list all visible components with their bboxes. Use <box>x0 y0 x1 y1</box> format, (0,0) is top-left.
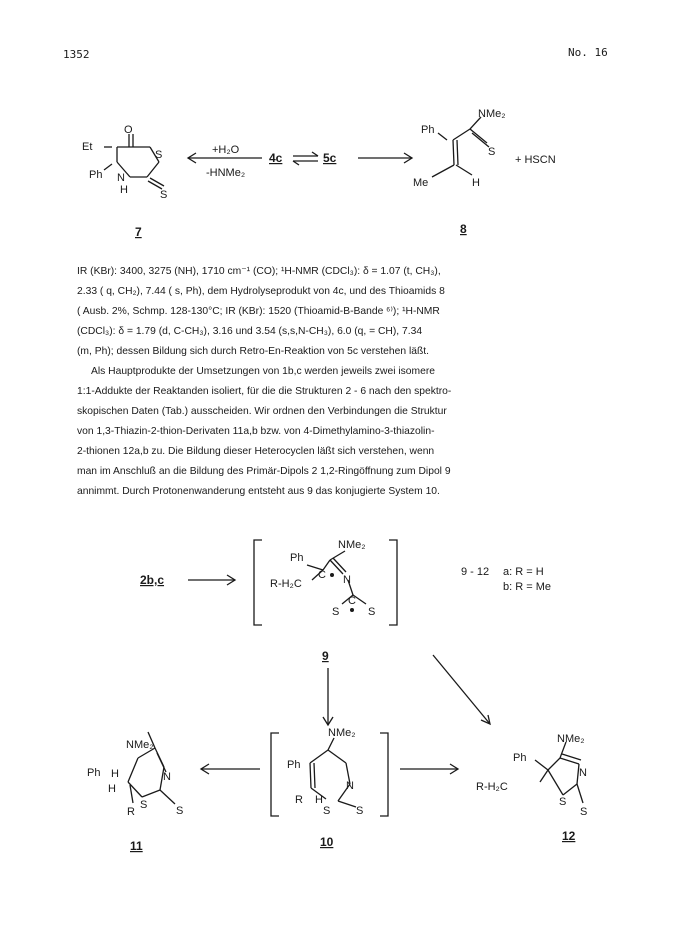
radical-dot <box>330 573 334 577</box>
atom-h: H <box>472 177 480 189</box>
compound-label-8: 8 <box>460 222 467 236</box>
compound-label-9: 9 <box>322 649 329 663</box>
text-line: ( Ausb. 2%, Schmp. 128-130°C; IR (KBr): 1520 (Thioamid-B-Bande ⁶⁾); ¹H-NMR <box>77 306 440 317</box>
scheme-2 <box>0 520 680 920</box>
atom-n: N <box>579 767 587 779</box>
text-line: skopischen Daten (Tab.) ausscheiden. Wir ordnen den Verbindungen die Struktur <box>77 406 447 417</box>
atom-c: C <box>318 569 326 581</box>
atom-n: N <box>343 574 351 586</box>
text-line: man im Anschluß an die Bildung des Primär-Dipols 2 1,2-Ringöffnung zum Dipol 9 <box>77 466 451 477</box>
compound-label-12: 12 <box>562 829 576 843</box>
atom-s: S <box>559 796 567 808</box>
paragraph-spectral-data <box>77 262 617 362</box>
atom-rh2c: R-H₂C <box>270 578 302 590</box>
atom-et: Et <box>82 141 93 153</box>
atom-h: H <box>108 783 116 795</box>
text-line: von 1,3-Thiazin-2-thion-Derivaten 11a,b bzw. von 4-Dimethylamino-3-thiazolin- <box>77 426 435 437</box>
atom-r: R <box>295 794 303 806</box>
text-line: Als Hauptprodukte der Umsetzungen von 1b,c werden jeweils zwei isomere <box>91 366 435 377</box>
atom-ph: Ph <box>290 552 304 564</box>
atom-nme2: NMe₂ <box>126 739 154 751</box>
charge-dot <box>350 608 354 612</box>
atom-r: R <box>127 806 135 818</box>
reagent-hnme2: -HNMe₂ <box>206 167 246 179</box>
atom-s: S <box>176 805 184 817</box>
atom-nme2: NMe₂ <box>338 539 366 551</box>
atom-s: S <box>580 806 588 818</box>
compound-ref-5c: 5c <box>323 151 337 165</box>
atom-ph: Ph <box>287 759 301 771</box>
legend-b: b: R = Me <box>503 581 551 593</box>
atom-s: S <box>323 805 331 817</box>
atom-s: S <box>160 189 168 201</box>
atom-nme2: NMe₂ <box>557 733 585 745</box>
atom-nme2: NMe₂ <box>478 108 506 120</box>
compound-12 <box>476 733 587 843</box>
atom-s: S <box>332 606 340 618</box>
text-line: annimmt. Durch Protonenwanderung entsteht aus 9 das konjugierte System 10. <box>77 486 440 497</box>
atom-ph: Ph <box>513 752 527 764</box>
text-line: 2-thionen 12a,b zu. Die Bildung dieser Heterocyclen läßt sich verstehen, wenn <box>77 446 435 457</box>
text-line: (CDCl₃): δ = 1.79 (d, C-CH₃), 3.16 und 3.54 (s,s,N-CH₃), 6.0 (q, = CH), 7.34 <box>77 326 423 337</box>
legend-a: a: R = H <box>503 566 544 578</box>
atom-s: S <box>356 805 364 817</box>
text-line: 2.33 ( q, CH₂), 7.44 ( s, Ph), dem Hydrolyseprodukt von 4c, und des Thioamids 8 <box>77 286 445 297</box>
text-line: IR (KBr): 3400, 3275 (NH), 1710 cm⁻¹ (CO); ¹H-NMR (CDCl₃): δ = 1.07 (t, CH₃), <box>77 266 441 277</box>
paragraph-discussion <box>77 362 617 502</box>
issue-number: No. 16 <box>568 46 608 59</box>
legend-range: 9 - 12 <box>461 566 490 578</box>
atom-ph: Ph <box>87 767 101 779</box>
atom-c: C <box>348 595 356 607</box>
atom-ph: Ph <box>89 169 103 181</box>
atom-rh2c: R-H₂C <box>476 781 508 793</box>
atom-h: H <box>315 794 323 806</box>
atom-ph: Ph <box>421 124 435 136</box>
compound-10 <box>287 727 363 849</box>
compound-ref-4c: 4c <box>269 151 283 165</box>
scheme-1 <box>0 0 680 250</box>
atom-n: N <box>117 172 125 184</box>
atom-h: H <box>120 184 128 196</box>
compound-11 <box>87 732 183 853</box>
atom-o: O <box>124 124 133 136</box>
atom-s: S <box>488 146 496 158</box>
atom-h: H <box>111 768 119 780</box>
atom-s: S <box>155 149 163 161</box>
compound-8 <box>413 108 506 236</box>
compound-label-10: 10 <box>320 835 334 849</box>
compound-9 <box>270 539 375 663</box>
compound-label-7: 7 <box>135 225 142 239</box>
text-line: (m, Ph); dessen Bildung sich durch Retro-En-Reaktion von 5c verstehen läßt. <box>77 346 429 357</box>
atom-me: Me <box>413 177 429 189</box>
compound-7 <box>82 124 167 239</box>
atom-s: S <box>368 606 376 618</box>
byproduct-hscn: + HSCN <box>515 154 556 166</box>
text-line: 1:1-Addukte der Reaktanden isoliert, für die die Strukturen 2 - 6 nach den spektro- <box>77 386 452 397</box>
compound-label-11: 11 <box>130 839 143 853</box>
atom-n: N <box>163 771 171 783</box>
atom-s: S <box>140 799 148 811</box>
page-number: 1352 <box>63 48 90 61</box>
start-compounds: 2b,c <box>140 573 165 587</box>
atom-nme2: NMe₂ <box>328 727 356 739</box>
reagent-h2o: +H₂O <box>212 144 240 156</box>
atom-n: N <box>346 780 354 792</box>
